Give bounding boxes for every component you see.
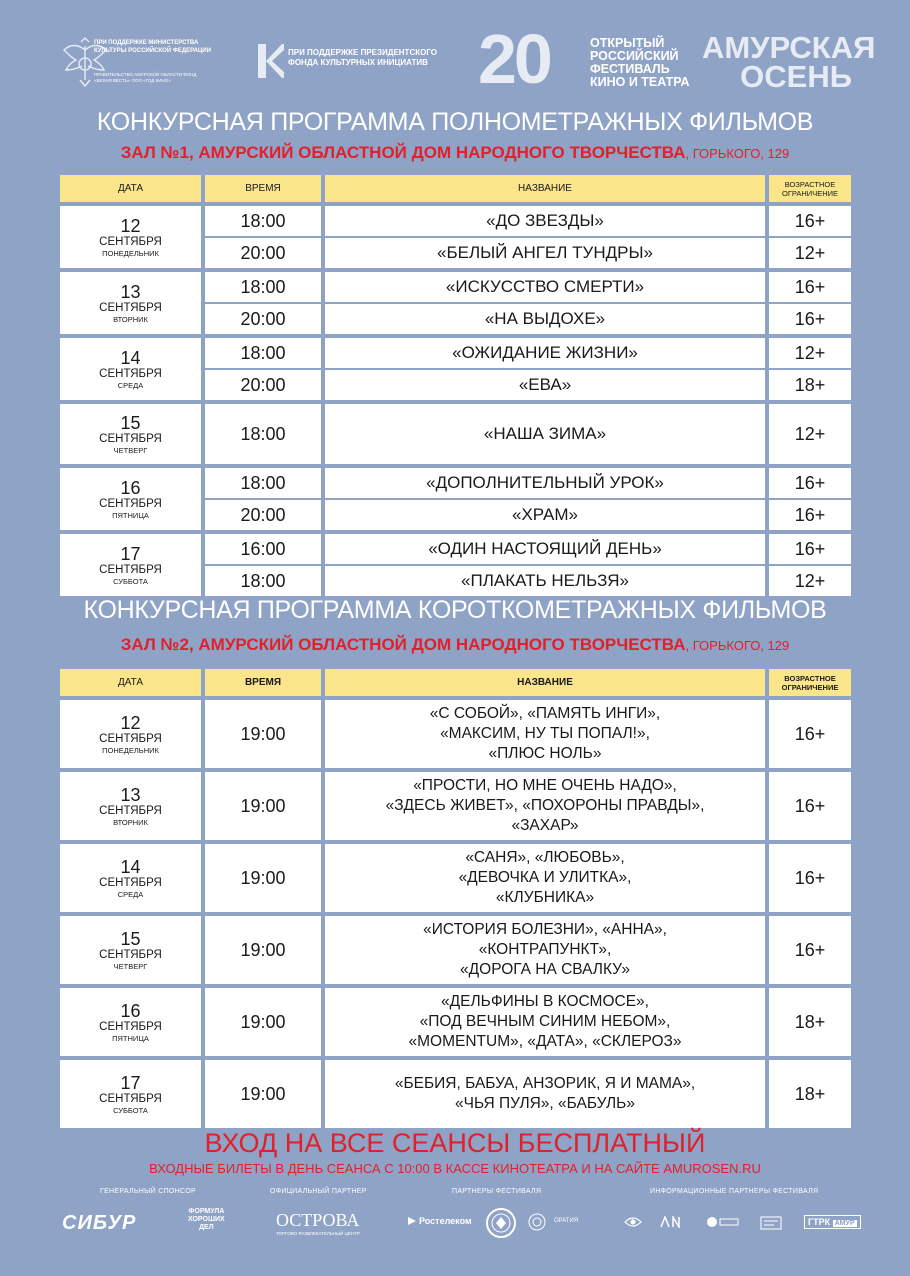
date-weekday: СУББОТА [113,1106,148,1115]
header-age: ВОЗРАСТНОЕ ОГРАНИЧЕНИЕ [769,175,851,202]
date-cell [60,338,201,400]
age-cell [769,304,851,334]
date-weekday: ПОНЕДЕЛЬНИК [102,249,159,258]
fund-text: ПРИ ПОДДЕРЖКЕ ПРЕЗИДЕНТСКОГО ФОНДА КУЛЬТУРНЫХ ИНИЦИАТИВ [288,48,437,67]
film-cell [325,404,765,464]
age-cell [769,370,851,400]
show-time: 18:00 [240,210,286,231]
date-month: СЕНТЯБРЯ [99,948,162,961]
eye-icon [624,1216,642,1228]
festival-subtitle-line: ФЕСТИВАЛЬ [590,62,670,76]
age-rating: 16+ [794,939,826,960]
formula-logo [188,1208,225,1232]
film-title-line: «ДОРОГА НА СВАЛКУ» [460,961,630,978]
festival-name-line: ОСЕНЬ [740,59,852,94]
date-weekday: СРЕДА [117,381,144,390]
time-cell [205,238,321,268]
date-cell [60,772,201,840]
film-cell [325,370,765,400]
show-time: 18:00 [240,423,286,444]
date-month: СЕНТЯБРЯ [99,876,162,889]
date-cell [60,844,201,912]
show-time: 16:00 [240,538,286,559]
date-month: СЕНТЯБРЯ [99,432,162,445]
show-time: 20:00 [240,308,286,329]
film-cell [325,916,765,984]
age-rating: 16+ [794,867,826,888]
header-date: ДАТА [60,175,201,202]
label-general-sponsor: ГЕНЕРАЛЬНЫЙ СПОНСОР [100,1188,196,1195]
time-cell [205,700,321,768]
age-cell [769,772,851,840]
ministry-subtitle: ПРАВИТЕЛЬСТВО АМУРСКОЙ ОБЛАСТИ ФОНД «БЕЛАЯ ВЕСТЬ» ООО «ГОД КИНО» [94,72,197,83]
film-title: «ОЖИДАНИЕ ЖИЗНИ» [452,343,638,362]
show-time: 18:00 [240,342,286,363]
show-time: 19:00 [240,1011,286,1032]
festival-name-line: АМУРСКАЯ [702,30,876,65]
tickets-notice: ВХОДНЫЕ БИЛЕТЫ В ДЕНЬ СЕАНСА С 10:00 В КАССЕ КИНОТЕАТРА И НА САЙТЕ AMUROSEN.RU [149,1161,761,1176]
age-rating: 16+ [794,538,826,559]
age-cell [769,272,851,302]
time-cell [205,566,321,596]
section2-address: , ГОРЬКОГО, 129 [685,638,790,653]
date-day: 15 [120,928,141,949]
date-day: 12 [120,712,141,733]
header-time: ВРЕМЯ [205,175,321,202]
film-title-line: «КЛУБНИКА» [495,889,595,906]
film-title-line: «С СОБОЙ», «ПАМЯТЬ ИНГИ», [429,705,661,722]
rostelecom-icon [406,1215,418,1227]
date-cell [60,700,201,768]
show-time: 18:00 [240,472,286,493]
age-rating: 16+ [794,276,826,297]
newspaper-logo-icon [760,1216,782,1230]
age-rating: 12+ [794,342,826,363]
festival-name [702,30,876,94]
date-day: 13 [120,281,141,302]
date-day: 16 [120,477,141,498]
date-cell [60,272,201,334]
film-title: «ЕВА» [518,375,572,394]
section1-venue [0,143,910,163]
age-rating: 18+ [794,1011,826,1032]
time-cell [205,988,321,1056]
date-cell [60,534,201,596]
time-cell [205,404,321,464]
label-official-partner: ОФИЦИАЛЬНЫЙ ПАРТНЕР [270,1188,367,1195]
age-rating: 16+ [794,308,826,329]
film-title-line: «ДЕВОЧКА И УЛИТКА», [458,869,632,886]
film-cell [325,566,765,596]
festival-subtitle-line: КИНО И ТЕАТРА [590,75,690,89]
film-cell [325,206,765,236]
festival-subtitle-line: РОССИЙСКИЙ [590,49,679,63]
film-title-line: «БЕБИЯ, БАБУА, АНЗОРИК, Я И МАМА», [394,1075,696,1092]
date-cell [60,404,201,464]
seal-emblem-icon [485,1207,517,1239]
date-cell [60,468,201,530]
date-day: 17 [120,1072,141,1093]
time-cell [205,1060,321,1128]
age-cell [769,988,851,1056]
age-rating: 12+ [794,570,826,591]
rostelecom-logo: Ростелеком [419,1216,472,1226]
film-title-line: «ЗАХАР» [511,817,579,834]
date-day: 14 [120,347,141,368]
film-title-line: «ЧЬЯ ПУЛЯ», «БАБУЛЬ» [455,1095,635,1112]
show-time: 18:00 [240,570,286,591]
show-time: 20:00 [240,374,286,395]
film-cell [325,1060,765,1128]
ostrova-sub: ТОРГОВО-РАЗВЛЕКАТЕЛЬНЫЙ ЦЕНТР [276,1231,360,1236]
show-time: 18:00 [240,276,286,297]
film-title-line: «КОНТРАПУНКТ», [478,941,612,958]
age-cell [769,566,851,596]
header-title: НАЗВАНИЕ [325,175,765,202]
date-month: СЕНТЯБРЯ [99,1020,162,1033]
film-title: «ОДИН НАСТОЯЩИЙ ДЕНЬ» [428,539,662,558]
free-entry-notice: ВХОД НА ВСЕ СЕАНСЫ БЕСПЛАТНЫЙ [204,1128,706,1158]
age-cell [769,206,851,236]
age-cell [769,916,851,984]
table-header [60,669,851,696]
age-cell [769,238,851,268]
time-cell [205,534,321,564]
age-cell [769,338,851,368]
show-time: 20:00 [240,242,286,263]
time-cell [205,844,321,912]
film-title-line: «ПЛЮС НОЛЬ» [488,745,602,762]
show-time: 19:00 [240,795,286,816]
time-cell [205,468,321,498]
section2-venue-name: ЗАЛ №2, АМУРСКИЙ ОБЛАСТНОЙ ДОМ НАРОДНОГО ТВОРЧЕСТВА [120,635,686,654]
age-rating: 12+ [794,242,826,263]
header-time: ВРЕМЯ [205,669,321,696]
film-cell [325,500,765,530]
header-title: НАЗВАНИЕ [325,669,765,696]
film-title: «НАША ЗИМА» [483,424,607,443]
film-title: «ИСКУССТВО СМЕРТИ» [445,277,645,296]
film-cell [325,468,765,498]
age-cell [769,700,851,768]
age-cell [769,404,851,464]
label-info-partners: ИНФОРМАЦИОННЫЕ ПАРТНЕРЫ ФЕСТИВАЛЯ [650,1188,819,1195]
show-time: 19:00 [240,723,286,744]
ministry-logo [60,36,260,96]
date-cell [60,988,201,1056]
film-cell [325,988,765,1056]
sibur-logo: СИБУР [62,1212,137,1234]
date-weekday: ЧЕТВЕРГ [113,962,148,971]
section2-title: КОНКУРСНАЯ ПРОГРАММА КОРОТКОМЕТРАЖНЫХ ФИЛЬМОВ [83,596,827,624]
age-cell [769,1060,851,1128]
age-rating: 16+ [794,795,826,816]
date-month: СЕНТЯБРЯ [99,563,162,576]
date-weekday: ВТОРНИК [113,818,148,827]
oratio-logo: ОРАТИЯ [554,1218,579,1224]
sponsor-logos [0,1206,910,1246]
age-rating: 18+ [794,1083,826,1104]
time-cell [205,304,321,334]
oratio-icon [527,1212,547,1232]
film-title-line: «САНЯ», «ЛЮБОВЬ», [465,849,625,866]
show-time: 19:00 [240,867,286,888]
gtrk-label: ГТРК [808,1217,831,1227]
festival-subtitle-line: ОТКРЫТЫЙ [590,36,665,50]
film-title-line: «MOMENTUM», «ДАТА», «СКЛЕРОЗ» [408,1033,682,1050]
header-date: ДАТА [60,669,201,696]
film-title: «ПЛАКАТЬ НЕЛЬЗЯ» [461,571,629,590]
age-cell [769,534,851,564]
date-weekday: ПЯТНИЦА [112,511,149,520]
date-month: СЕНТЯБРЯ [99,367,162,380]
film-title: «ДО ЗВЕЗДЫ» [486,211,604,230]
time-cell [205,272,321,302]
section1-title: КОНКУРСНАЯ ПРОГРАММА ПОЛНОМЕТРАЖНЫХ ФИЛЬМОВ [96,108,814,136]
age-rating: 12+ [794,423,826,444]
date-cell [60,1060,201,1128]
film-title-line: «ЗДЕСЬ ЖИВЕТ», «ПОХОРОНЫ ПРАВДЫ», [385,797,705,814]
date-day: 17 [120,543,141,564]
age-rating: 16+ [794,210,826,231]
age-cell [769,844,851,912]
film-title: «ХРАМ» [512,505,578,524]
film-cell [325,304,765,334]
film-title: «БЕЛЫЙ АНГЕЛ ТУНДРЫ» [437,243,653,262]
date-day: 13 [120,784,141,805]
table-header [60,175,851,202]
formula-logo-line: ФОРМУЛА [188,1208,225,1215]
time-cell [205,916,321,984]
time-cell [205,500,321,530]
age-rating: 16+ [794,723,826,744]
gtrk-logo [804,1215,861,1229]
festival-header [60,20,876,100]
date-day: 16 [120,1000,141,1021]
sponsor-labels [0,1188,910,1200]
film-title-line: «ДЕЛЬФИНЫ В КОСМОСЕ», [441,993,649,1010]
formula-logo-line: ХОРОШИХ [188,1216,225,1223]
date-day: 12 [120,215,141,236]
age-rating: 18+ [794,374,826,395]
show-time: 19:00 [240,1083,286,1104]
film-cell [325,238,765,268]
date-month: СЕНТЯБРЯ [99,235,162,248]
film-cell [325,772,765,840]
ministry-title: ПРИ ПОДДЕРЖКЕ МИНИСТЕРСТВА КУЛЬТУРЫ РОССИЙСКОЙ ФЕДЕРАЦИИ [94,40,211,54]
ostrova-logo: ОСТРОВА [276,1210,360,1230]
header-age: ВОЗРАСТНОЕ ОГРАНИЧЕНИЕ [769,669,851,696]
label-festival-partners: ПАРТНЕРЫ ФЕСТИВАЛЯ [452,1188,542,1195]
section2-venue [0,635,910,655]
presidential-fund-logo [256,42,456,82]
film-cell [325,338,765,368]
amur-label: АМУР [834,1220,855,1227]
film-cell [325,700,765,768]
date-month: СЕНТЯБРЯ [99,301,162,314]
age-rating: 16+ [794,504,826,525]
film-title-line: «МАКСИМ, НУ ТЫ ПОПАЛ!», [440,725,650,742]
film-title: «ДОПОЛНИТЕЛЬНЫЙ УРОК» [426,473,664,492]
age-cell [769,468,851,498]
film-title-line: «ПРОСТИ, НО МНЕ ОЧЕНЬ НАДО», [413,777,677,794]
film-cell [325,272,765,302]
time-cell [205,772,321,840]
date-weekday: ПЯТНИЦА [112,1034,149,1043]
formula-logo-line: ДЕЛ [199,1224,214,1231]
section1-venue-name: ЗАЛ №1, АМУРСКИЙ ОБЛАСТНОЙ ДОМ НАРОДНОГО ТВОРЧЕСТВА [120,143,686,162]
section1-address: , ГОРЬКОГО, 129 [685,146,790,161]
date-weekday: ПОНЕДЕЛЬНИК [102,746,159,755]
festival-number: 20 [478,20,550,98]
date-month: СЕНТЯБРЯ [99,1092,162,1105]
date-weekday: СРЕДА [117,890,144,899]
date-month: СЕНТЯБРЯ [99,732,162,745]
film-title: «НА ВЫДОХЕ» [484,309,606,328]
date-day: 14 [120,856,141,877]
film-title-line: «ИСТОРИЯ БОЛЕЗНИ», «АННА», [423,921,667,938]
date-cell [60,206,201,268]
show-time: 20:00 [240,504,286,525]
time-cell [205,370,321,400]
film-cell [325,534,765,564]
show-time: 19:00 [240,939,286,960]
age-cell [769,500,851,530]
film-title-line: «ПОД ВЕЧНЫМ СИНИМ НЕБОМ», [419,1013,671,1030]
age-rating: 16+ [794,472,826,493]
date-month: СЕНТЯБРЯ [99,497,162,510]
k-letter-icon [256,42,286,80]
date-month: СЕНТЯБРЯ [99,804,162,817]
date-cell [60,916,201,984]
time-cell [205,338,321,368]
time-cell [205,206,321,236]
film-cell [325,844,765,912]
media-logo-icon [660,1216,690,1228]
date-weekday: ВТОРНИК [113,315,148,324]
date-weekday: ЧЕТВЕРГ [113,446,148,455]
date-day: 15 [120,412,141,433]
radio-logo-icon [706,1216,740,1228]
date-weekday: СУББОТА [113,577,148,586]
